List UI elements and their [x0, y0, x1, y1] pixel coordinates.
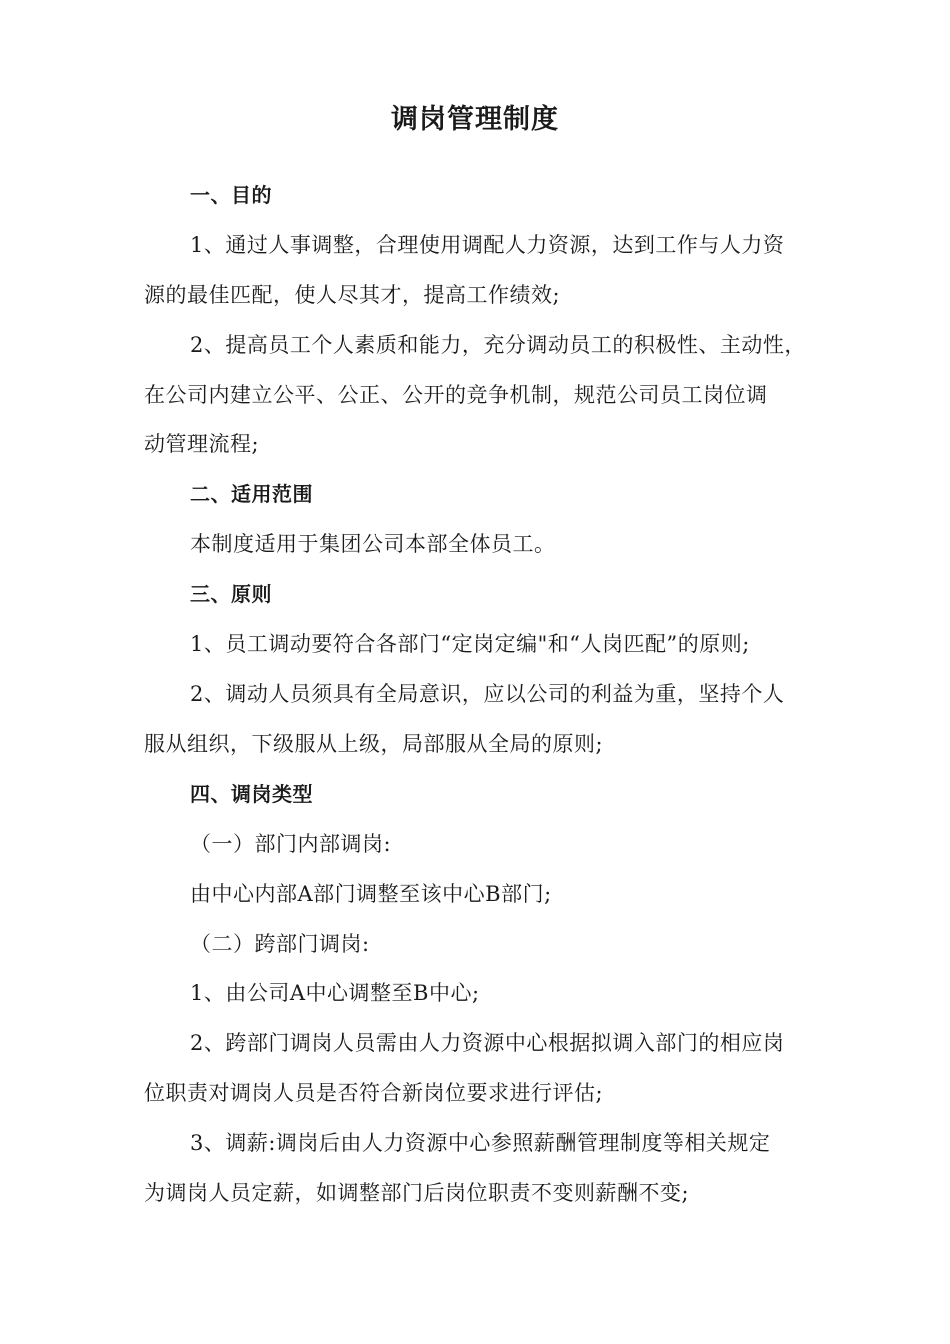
paragraph-line: 服从组织，下级服从上级，局部服从全局的原则; [144, 732, 604, 756]
paragraph-line: 由中心内部A部门调整至该中心B部门; [190, 882, 552, 906]
paragraph-line: 3、调薪:调岗后由人力资源中心参照薪酬管理制度等相关规定 [190, 1131, 771, 1155]
paragraph-line: 动管理流程; [144, 432, 260, 456]
paragraph-line: 本制度适用于集团公司本部全体员工。 [190, 532, 556, 556]
paragraph-line: （一）部门内部调岗: [190, 832, 392, 856]
paragraph-line: 位职责对调岗人员是否符合新岗位要求进行评估; [144, 1081, 604, 1105]
paragraph-line: 源的最佳匹配，使人尽其才，提高工作绩效; [144, 283, 561, 307]
paragraph-line: 2、提高员工个人素质和能力，充分调动员工的积极性、主动性， [190, 333, 806, 357]
section-heading-scope: 二、适用范围 [190, 482, 313, 506]
paragraph-line: （二）跨部门调岗: [190, 932, 370, 956]
paragraph-line: 为调岗人员定薪，如调整部门后岗位职责不变则薪酬不变; [144, 1181, 690, 1205]
section-heading-transfer-types: 四、调岗类型 [190, 782, 313, 806]
paragraph-line: 在公司内建立公平、公正、公开的竞争机制，规范公司员工岗位调 [144, 383, 768, 407]
section-heading-purpose: 一、目的 [190, 183, 272, 207]
paragraph-line: 2、跨部门调岗人员需由人力资源中心根据拟调入部门的相应岗 [190, 1031, 785, 1055]
paragraph-line: 1、通过人事调整，合理使用调配人力资源，达到工作与人力资 [190, 233, 785, 257]
paragraph-line: 1、由公司A中心调整至B中心; [190, 981, 480, 1005]
document-title: 调岗管理制度 [391, 104, 559, 135]
section-heading-principles: 三、原则 [190, 582, 272, 606]
paragraph-line: 2、调动人员须具有全局意识，应以公司的利益为重，坚持个人 [190, 682, 785, 706]
paragraph-line: 1、员工调动要符合各部门“定岗定编"和“人岗匹配”的原则; [190, 632, 750, 656]
